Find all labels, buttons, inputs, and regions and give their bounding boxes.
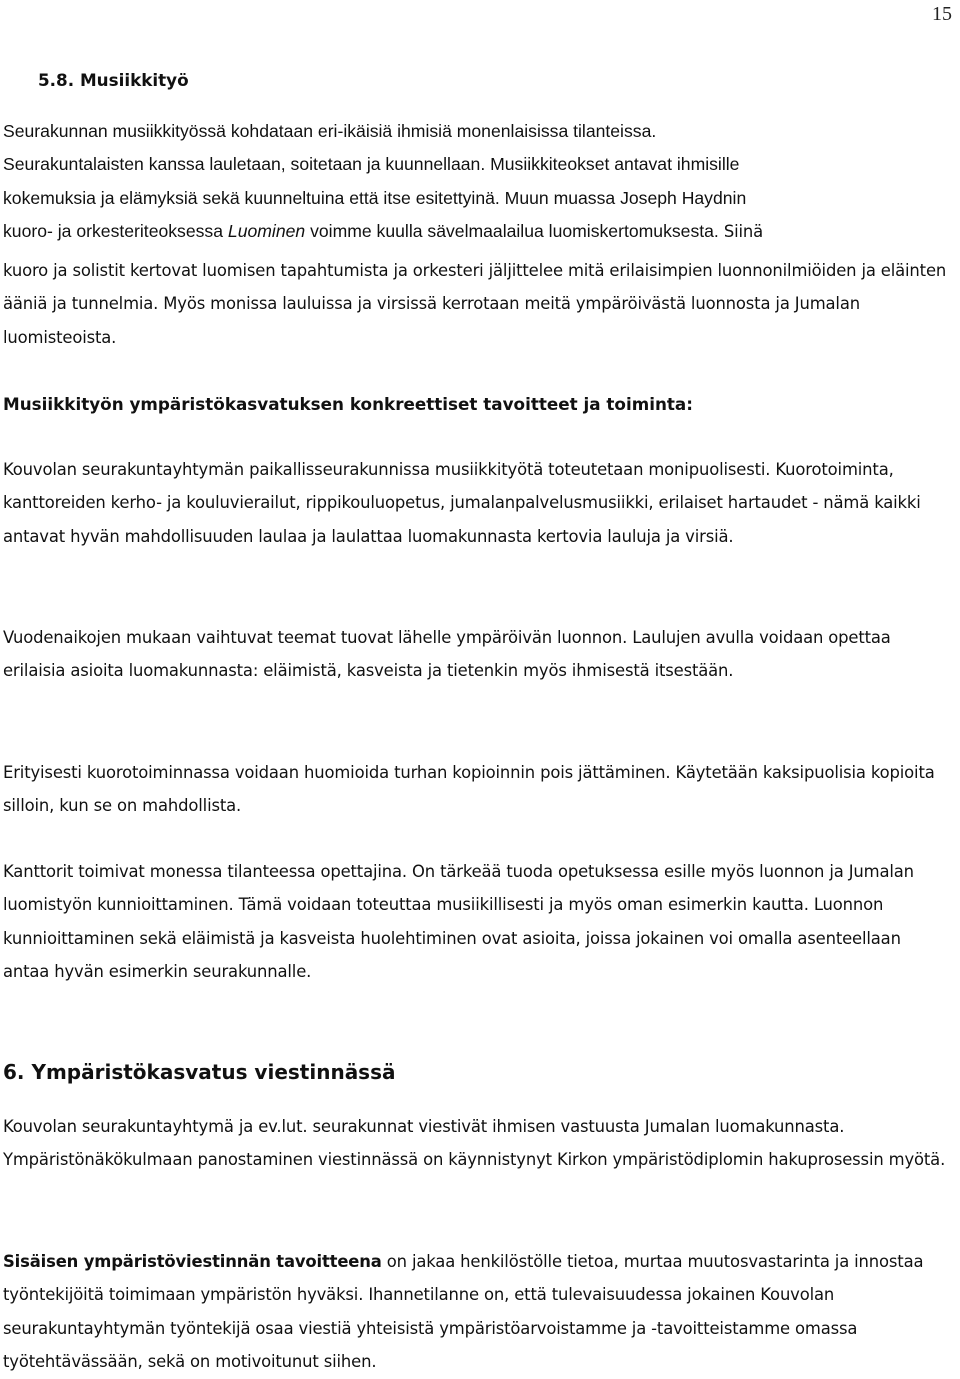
section-6-title: 6. Ympäristökasvatus viestinnässä <box>3 1060 396 1084</box>
music-paragraph-2: Vuodenaikojen mukaan vaihtuvat teemat tuovat lähelle ympäröivän luonnon. Laulujen avulla voidaan opettaa erilaisia asioita luomakunnasta: eläimistä, kasveista ja tietenkin myös ihmisestä itsestään. <box>3 628 891 681</box>
intro-line-4c: voimme kuulla sävelmaalailua luomiskertomuksesta. <box>305 221 719 242</box>
communication-paragraph-2-rest: on jakaa henkilöstölle tietoa, murtaa muutosvastarinta ja innostaa työntekijöitä toimimaan ympäristön hyväksi. Ihannetilanne on, että tulevaisuudessa jokainen Kouvolan seurakuntayhtymän työntekijä osaa viestiä yhteisistä ympäristöarvoistamme ja -tavoitteistamme omassa työtehtävässään, sekä on motivoitunut siihen. <box>3 1252 924 1372</box>
intro-line-2: Seurakuntalaisten kanssa lauletaan, soitetaan ja kuunnellaan. Musiikkiteokset antavat ihmisille <box>3 154 740 175</box>
work-title-luominen: Luominen <box>227 221 306 242</box>
communication-paragraph-2 <box>3 1245 952 1379</box>
intro-paragraph-sans <box>3 115 952 249</box>
intro-line-4d: Siinä <box>718 222 764 242</box>
page-number: 15 <box>932 3 952 25</box>
intro-line-4a: kuoro- ja orkesteriteoksessa <box>3 221 228 242</box>
goals-subheading: Musiikkityön ympäristökasvatuksen konkreettiset tavoitteet ja toiminta: <box>3 394 693 414</box>
intro-paragraph-continued: kuoro ja solistit kertovat luomisen tapahtumista ja orkesteri jäljittelee mitä erilaisimpien luonnonilmiöiden ja eläinten ääniä ja tunnelmia. Myös monissa lauluissa ja virsissä kerrotaan meitä ympäröivästä luonnosta ja Jumalan luomisteoista. <box>3 261 947 347</box>
internal-communication-goal: Sisäisen ympäristöviestinnän tavoitteena <box>3 1252 382 1271</box>
music-paragraph-3: Erityisesti kuorotoiminnassa voidaan huomioida turhan kopioinnin pois jättäminen. Käytetään kaksipuolisia kopioita silloin, kun se on mahdollista. <box>3 763 935 816</box>
music-paragraph-1: Kouvolan seurakuntayhtymän paikallisseurakunnissa musiikkityötä toteutetaan monipuolisesti. Kuorotoiminta, kanttoreiden kerho- ja kouluvierailut, rippikouluopetus, jumalanpalvelusmusiikki, erilaiset hartaudet - nämä kaikki antavat hyvän mahdollisuuden laulaa ja laulattaa luomakunnasta kertovia lauluja ja virsiä. <box>3 460 921 546</box>
intro-line-1: Seurakunnan musiikkityössä kohdataan eri-ikäisiä ihmisiä monenlaisissa tilanteissa. <box>3 121 657 141</box>
intro-line-4 <box>3 215 952 248</box>
communication-paragraph-1: Kouvolan seurakuntayhtymä ja ev.lut. seurakunnat viestivät ihmisen vastuusta Jumalan luomakunnasta. Ympäristönäkökulmaan panostaminen viestinnässä on käynnistynyt Kirkon ympäristödiplomin hakuprosessin myötä. <box>3 1117 946 1170</box>
section-title: 5.8. Musiikkityö <box>38 70 189 90</box>
music-paragraph-4: Kanttorit toimivat monessa tilanteessa opettajina. On tärkeää tuoda opetuksessa esille myös luonnon ja Jumalan luomistyön kunnioittaminen. Tämä voidaan toteuttaa musiikillisesti ja myös oman esimerkin kautta. Luonnon kunnioittaminen sekä eläimistä ja kasveista huolehtiminen ovat asioita, joissa jokainen voi omalla asenteellaan antaa hyvän esimerkin seurakunnalle. <box>3 862 914 982</box>
intro-line-3: kokemuksia ja elämyksiä sekä kuunneltuina että itse esitettyinä. Muun muassa Joseph Haydnin <box>3 187 747 208</box>
